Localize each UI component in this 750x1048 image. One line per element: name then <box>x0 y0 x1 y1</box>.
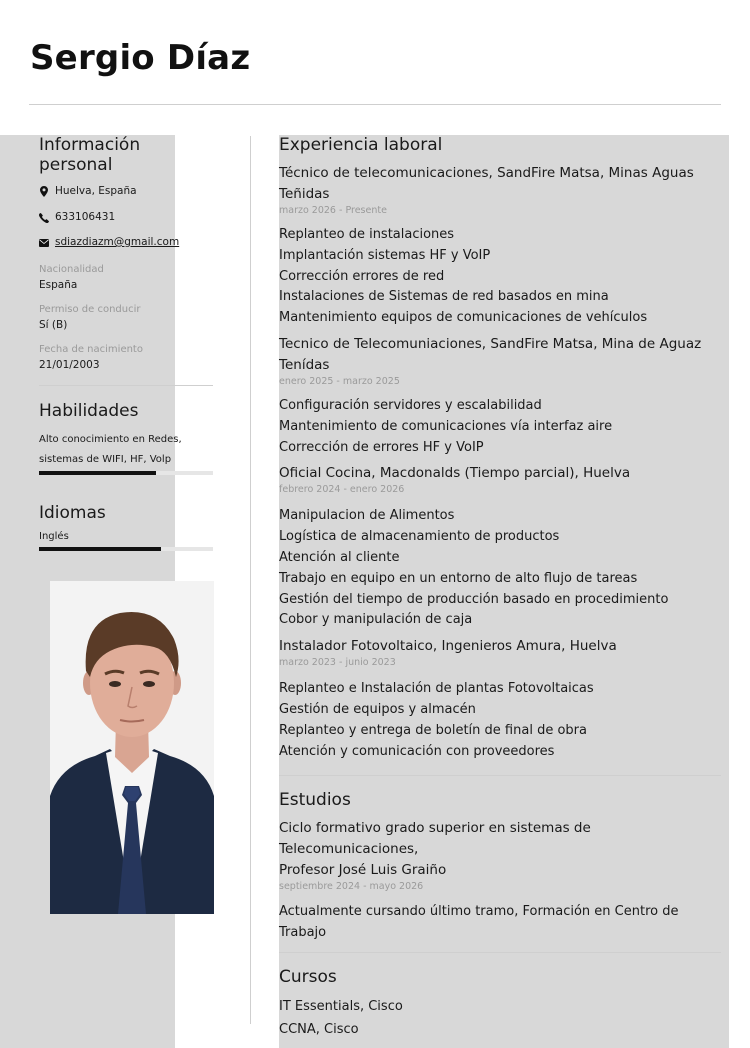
nationality-value: España <box>39 279 78 291</box>
job-title-line: Técnico de telecomunicaciones, SandFire Matsa, Minas Aguas <box>279 165 694 181</box>
right-column <box>279 135 729 1041</box>
education-title-line: Profesor José Luis Graiño <box>279 862 447 879</box>
job-entry <box>279 636 729 762</box>
education-title: Estudios <box>279 790 351 811</box>
job-task: Trabajo en equipo en un entorno de alto flujo de tareas <box>279 570 638 586</box>
job-task: Instalaciones de Sistemas de red basados en mina <box>279 289 609 305</box>
birth-date-field <box>39 343 214 372</box>
profile-photo <box>50 581 214 914</box>
job-task: Atención y comunicación con proveedores <box>279 743 555 759</box>
job-entry <box>279 163 729 329</box>
job-title-line: Tecnico de Telecomuniaciones, SandFire Matsa, Mina de Aguaz <box>279 335 702 352</box>
language-level-fill <box>39 547 161 551</box>
languages-title: Idiomas <box>39 503 106 523</box>
experience-title: Experiencia laboral <box>279 135 443 155</box>
job-task: Cobor y manipulación de caja <box>279 612 473 628</box>
job-task: Mantenimiento de comunicaciones vía interfaz aire <box>279 418 613 434</box>
location-text: Huelva, España <box>55 185 137 197</box>
job-task: Implantación sistemas HF y VoIP <box>279 247 491 263</box>
birth-date-value: 21/01/2003 <box>39 359 100 371</box>
job-title-line: Oficial Cocina, Macdonalds (Tiempo parcial), Huelva <box>279 465 631 482</box>
job-task: Atención al cliente <box>279 549 400 565</box>
language-item <box>39 530 214 551</box>
job-task: Gestión de equipos y almacén <box>279 701 476 717</box>
job-task: Gestión del tiempo de producción basado en procedimiento <box>279 591 669 607</box>
job-date: marzo 2023 - junio 2023 <box>279 657 396 669</box>
language-name: Inglés <box>39 531 69 542</box>
language-level-bar <box>39 547 213 551</box>
education-entry <box>279 818 729 944</box>
job-title-line: Teñidas <box>279 186 330 202</box>
contact-phone <box>39 211 214 224</box>
job-task: Corrección errores de red <box>279 268 445 284</box>
skill-line-2: sistemas de WIFI, HF, Volp <box>39 454 172 465</box>
email-link[interactable]: sdiazdiazm@gmail.com <box>55 236 180 248</box>
experience-divider <box>279 775 721 776</box>
job-tasks <box>279 396 729 458</box>
contact-email[interactable] <box>39 236 214 249</box>
nationality-field <box>39 263 214 292</box>
job-date: febrero 2024 - enero 2026 <box>279 484 405 496</box>
course-item: IT Essentials, Cisco <box>279 998 403 1014</box>
courses-title: Cursos <box>279 966 337 987</box>
nationality-label: Nacionalidad <box>39 264 104 275</box>
skill-level-bar <box>39 471 213 475</box>
job-task: Replanteo y entrega de boletín de final de obra <box>279 722 587 738</box>
education-divider <box>279 952 721 953</box>
contact-location <box>39 185 214 198</box>
job-title-line: Instalador Fotovoltaico, Ingenieros Amura, Huelva <box>279 638 617 655</box>
phone-text: 633106431 <box>55 211 116 223</box>
skill-level-fill <box>39 471 156 475</box>
job-task: Mantenimiento equipos de comunicaciones de vehículos <box>279 310 648 326</box>
phone-icon <box>39 212 49 224</box>
job-task: Configuración servidores y escalabilidad <box>279 397 542 413</box>
skills-title: Habilidades <box>39 401 139 421</box>
job-task: Logística de almacenamiento de productos <box>279 529 560 545</box>
job-task: Replanteo de instalaciones <box>279 227 455 242</box>
job-entry <box>279 334 729 458</box>
job-entry <box>279 463 729 631</box>
job-task: Corrección de errores HF y VoIP <box>279 439 484 455</box>
job-tasks <box>279 506 729 631</box>
job-date: enero 2025 - marzo 2025 <box>279 375 400 387</box>
birth-date-label: Fecha de nacimiento <box>39 344 143 355</box>
skill-item <box>39 430 214 475</box>
left-column <box>39 135 214 551</box>
job-tasks <box>279 679 729 762</box>
education-title-line: Ciclo formativo grado superior en sistemas de Telecomunicaciones, <box>279 820 591 858</box>
job-task: Manipulacion de Alimentos <box>279 508 455 524</box>
left-divider <box>39 385 213 386</box>
column-divider <box>250 136 251 1024</box>
candidate-name: Sergio Díaz <box>30 38 251 78</box>
job-tasks <box>279 225 729 329</box>
skill-line-1: Alto conocimiento en Redes, <box>39 434 182 445</box>
driving-license-value: Sí (B) <box>39 319 68 331</box>
course-item: CCNA, Cisco <box>279 1021 359 1037</box>
envelope-icon <box>39 237 49 249</box>
education-note: Actualmente cursando último tramo, Formación en Centro de Trabajo <box>279 904 679 941</box>
courses-list <box>279 995 729 1041</box>
job-title-line: Tenídas <box>279 356 330 373</box>
header-divider <box>29 104 721 105</box>
personal-info-title: Información personal <box>39 135 141 175</box>
location-pin-icon <box>39 186 49 198</box>
driving-license-field <box>39 303 214 332</box>
driving-license-label: Permiso de conducir <box>39 304 141 315</box>
job-date: marzo 2026 - Presente <box>279 205 387 216</box>
job-task: Replanteo e Instalación de plantas Fotovoltaicas <box>279 681 594 697</box>
education-date: septiembre 2024 - mayo 2026 <box>279 881 424 893</box>
